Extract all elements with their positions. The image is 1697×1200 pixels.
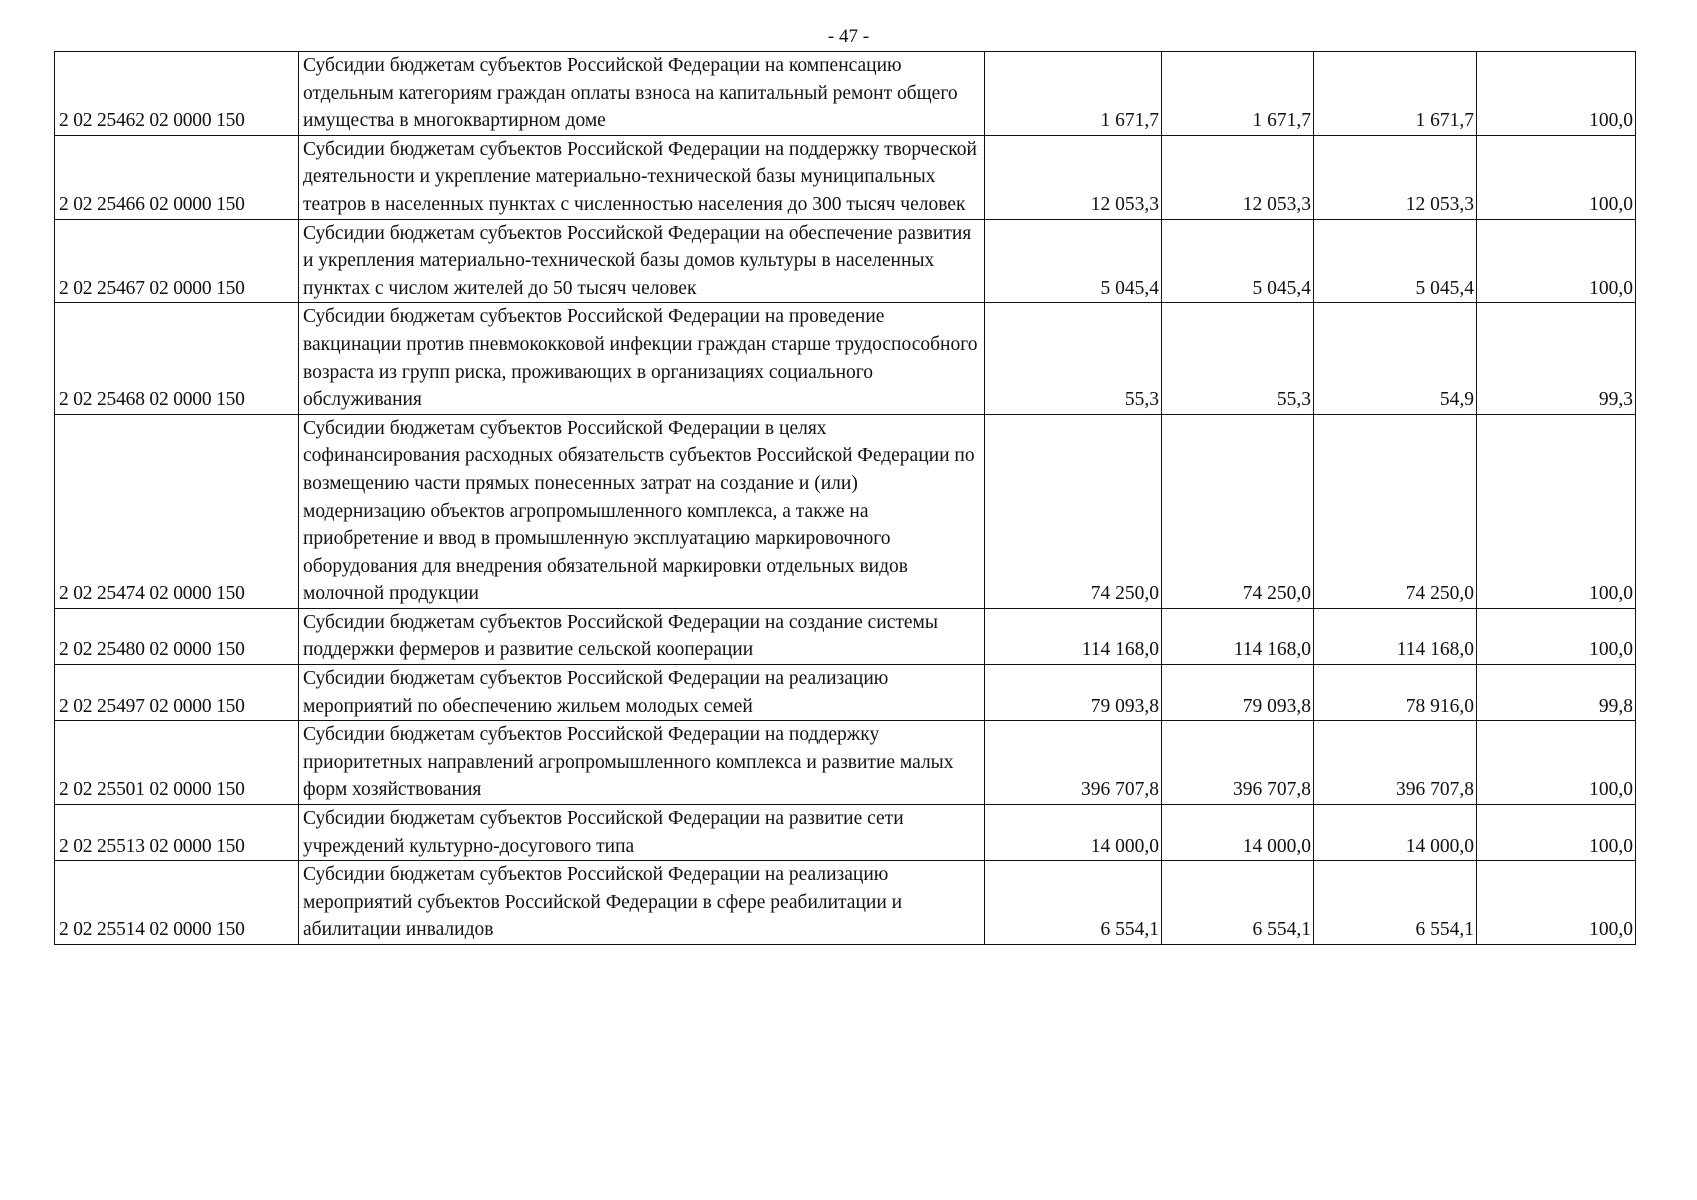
table-row (55, 608, 1636, 664)
percent-value: 100,0 (1477, 135, 1636, 219)
table-row (55, 52, 1636, 136)
budget-code: 2 02 25462 02 0000 150 (55, 52, 299, 136)
value-col-2: 79 093,8 (1162, 665, 1314, 721)
percent-value: 100,0 (1477, 721, 1636, 805)
value-col-1: 55,3 (985, 303, 1162, 414)
row-description: Субсидии бюджетам субъектов Российской Федерации в целях софинансирования расходных обязательств субъектов Российской Федерации по возмещению части прямых понесенных затрат на создание и (или) модернизацию объектов агропромышленного комплекса, а также на приобретение и ввод в промышленную эксплуатацию маркировочного оборудования для внедрения обязательной маркировки отдельных видов молочной продукции (299, 414, 985, 608)
value-col-1: 79 093,8 (985, 665, 1162, 721)
page-number: - 47 - (827, 26, 870, 47)
value-col-3: 78 916,0 (1314, 665, 1477, 721)
value-col-1: 12 053,3 (985, 135, 1162, 219)
budget-code: 2 02 25468 02 0000 150 (55, 303, 299, 414)
value-col-2: 55,3 (1162, 303, 1314, 414)
row-description: Субсидии бюджетам субъектов Российской Федерации на компенсацию отдельным категориям граждан оплаты взноса на капитальный ремонт общего имущества в многоквартирном доме (299, 52, 985, 136)
table-row (55, 805, 1636, 861)
value-col-3: 5 045,4 (1314, 219, 1477, 303)
value-col-2: 396 707,8 (1162, 721, 1314, 805)
budget-code: 2 02 25513 02 0000 150 (55, 805, 299, 861)
row-description: Субсидии бюджетам субъектов Российской Федерации на развитие сети учреждений культурно-досугового типа (299, 805, 985, 861)
table-row (55, 665, 1636, 721)
percent-value: 100,0 (1477, 414, 1636, 608)
budget-code: 2 02 25467 02 0000 150 (55, 219, 299, 303)
value-col-3: 114 168,0 (1314, 608, 1477, 664)
table-row (55, 219, 1636, 303)
value-col-1: 1 671,7 (985, 52, 1162, 136)
row-description: Субсидии бюджетам субъектов Российской Федерации на проведение вакцинации против пневмококковой инфекции граждан старше трудоспособного возраста из групп риска, проживающих в организациях социального обслуживания (299, 303, 985, 414)
value-col-1: 74 250,0 (985, 414, 1162, 608)
value-col-1: 396 707,8 (985, 721, 1162, 805)
value-col-2: 1 671,7 (1162, 52, 1314, 136)
value-col-2: 14 000,0 (1162, 805, 1314, 861)
percent-value: 100,0 (1477, 608, 1636, 664)
value-col-3: 12 053,3 (1314, 135, 1477, 219)
value-col-3: 54,9 (1314, 303, 1477, 414)
value-col-1: 14 000,0 (985, 805, 1162, 861)
percent-value: 99,3 (1477, 303, 1636, 414)
value-col-1: 6 554,1 (985, 861, 1162, 945)
percent-value: 100,0 (1477, 219, 1636, 303)
value-col-2: 114 168,0 (1162, 608, 1314, 664)
table-row (55, 135, 1636, 219)
budget-code: 2 02 25497 02 0000 150 (55, 665, 299, 721)
row-description: Субсидии бюджетам субъектов Российской Федерации на реализацию мероприятий субъектов Российской Федерации в сфере реабилитации и абилитации инвалидов (299, 861, 985, 945)
table-row (55, 861, 1636, 945)
budget-table (54, 51, 1636, 945)
value-col-3: 396 707,8 (1314, 721, 1477, 805)
row-description: Субсидии бюджетам субъектов Российской Федерации на реализацию мероприятий по обеспечению жильем молодых семей (299, 665, 985, 721)
budget-code: 2 02 25474 02 0000 150 (55, 414, 299, 608)
value-col-1: 5 045,4 (985, 219, 1162, 303)
value-col-3: 6 554,1 (1314, 861, 1477, 945)
row-description: Субсидии бюджетам субъектов Российской Федерации на поддержку творческой деятельности и укрепление материально-технической базы муниципальных театров в населенных пунктах с численностью населения до 300 тысяч человек (299, 135, 985, 219)
table-row (55, 414, 1636, 608)
value-col-1: 114 168,0 (985, 608, 1162, 664)
percent-value: 99,8 (1477, 665, 1636, 721)
table-row (55, 303, 1636, 414)
budget-code: 2 02 25480 02 0000 150 (55, 608, 299, 664)
percent-value: 100,0 (1477, 805, 1636, 861)
value-col-2: 5 045,4 (1162, 219, 1314, 303)
value-col-3: 14 000,0 (1314, 805, 1477, 861)
budget-code: 2 02 25501 02 0000 150 (55, 721, 299, 805)
row-description: Субсидии бюджетам субъектов Российской Федерации на обеспечение развития и укрепления материально-технической базы домов культуры в населенных пунктах с числом жителей до 50 тысяч человек (299, 219, 985, 303)
budget-code: 2 02 25466 02 0000 150 (55, 135, 299, 219)
budget-code: 2 02 25514 02 0000 150 (55, 861, 299, 945)
value-col-2: 12 053,3 (1162, 135, 1314, 219)
row-description: Субсидии бюджетам субъектов Российской Федерации на поддержку приоритетных направлений агропромышленного комплекса и развитие малых форм хозяйствования (299, 721, 985, 805)
value-col-3: 1 671,7 (1314, 52, 1477, 136)
value-col-2: 74 250,0 (1162, 414, 1314, 608)
value-col-3: 74 250,0 (1314, 414, 1477, 608)
table-row (55, 721, 1636, 805)
percent-value: 100,0 (1477, 52, 1636, 136)
value-col-2: 6 554,1 (1162, 861, 1314, 945)
percent-value: 100,0 (1477, 861, 1636, 945)
row-description: Субсидии бюджетам субъектов Российской Федерации на создание системы поддержки фермеров и развитие сельской кооперации (299, 608, 985, 664)
